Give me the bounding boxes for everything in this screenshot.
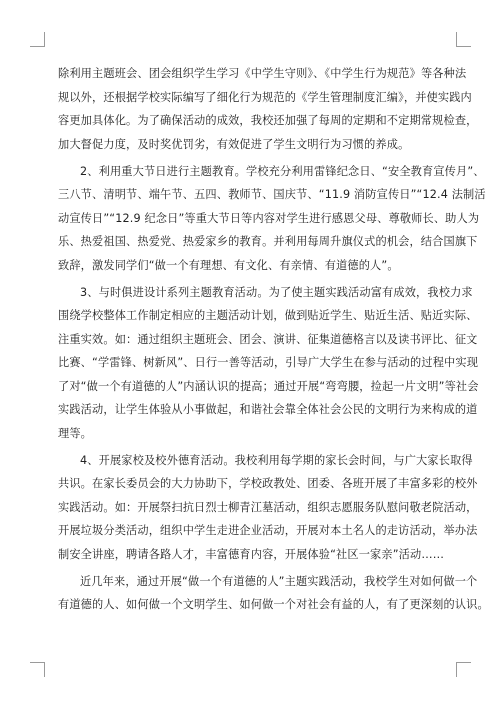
paragraph-holiday-education bbox=[58, 164, 486, 274]
text-line: 制安全讲座，聘请各路人才，丰富德育内容，开展体验“社区一家亲”活动…… bbox=[58, 547, 445, 561]
text-line: 实践活动。如：开展祭扫抗日烈士柳青江墓活动，组织志愿服务队慰问敬老院活动， bbox=[58, 500, 478, 514]
text-line: 理等。 bbox=[58, 426, 93, 440]
text-line: 共识。在家长委员会的大力协助下，学校政教处、团委、各班开展了丰富多彩的校外 bbox=[58, 477, 478, 490]
text-line: 开展垃圾分类活动，组织中学生走进企业活动，开展对本土名人的走访活动，举办法 bbox=[58, 524, 478, 537]
text-line: 了对“做一个有道德的人”内涵认识的提高；通过开展“弯弯腰，捡起一片文明”等社会 bbox=[58, 379, 479, 393]
text-line: 注重实效。如：通过组织主题班会、团会、演讲、征集道德格言以及读书评比、征文 bbox=[58, 332, 478, 346]
text-line: 比赛、“学雷锋、树新风”、日行一善等活动，引导广大学生在参与活动的过程中实现 bbox=[58, 356, 479, 369]
text-line: 2、利用重大节日进行主题教育。学校充分利用雷锋纪念日、“安全教育宣传月”、 bbox=[80, 164, 485, 178]
crop-mark-top-right bbox=[456, 32, 471, 47]
text-line: 规以外，还根据学校实际编写了细化行为规范的《学生管理制度汇编》，并使实践内 bbox=[58, 90, 472, 104]
text-line: 4、开展家校及校外德育活动。我校利用每学期的家长会时间，与广大家长取得 bbox=[80, 453, 473, 467]
paragraph-themed-activities bbox=[58, 285, 479, 442]
text-line: 致辞，激发同学们“做一个有理想、有文化、有亲情、有道德的人”。 bbox=[58, 258, 399, 272]
paragraph-home-school-activities bbox=[58, 453, 478, 563]
crop-mark-bottom-left bbox=[30, 662, 45, 677]
text-line: 三八节、清明节、端午节、五四、教师节、国庆节、“11.9 消防宣传日”“12.4 法制活 bbox=[58, 188, 486, 201]
text-line: 除利用主题班会、团会组织学生学习《中学生守则》、《中学生行为规范》等各种法 bbox=[58, 67, 467, 80]
text-line: 围绕学校整体工作制定相应的主题活动计划，做到贴近学生、贴近生活、贴近实际、 bbox=[58, 309, 478, 322]
text-line: 动宣传日”“12.9 纪念日”等重大节日等内容对学生进行感恩父母、尊敬师长、助人为 bbox=[58, 211, 480, 225]
text-line: 有道德的人、如何做一个文明学生、如何做一个对社会有益的人，有了更深刻的认识。 bbox=[58, 598, 489, 611]
crop-mark-bottom-right bbox=[456, 662, 471, 677]
paragraph-conclusion bbox=[58, 574, 489, 614]
document-body bbox=[58, 66, 489, 621]
text-line: 容更加具体化。为了确保活动的成效，我校还加强了每周的定期和不定期常规检查， bbox=[58, 114, 478, 127]
text-line: 加大督促力度，及时奖优罚劣，有效促进了学生文明行为习惯的养成。 bbox=[58, 137, 410, 151]
text-line: 3、与时俱进设计系列主题教育活动。为了使主题实践活动富有成效，我校力求 bbox=[80, 285, 473, 299]
text-line: 近几年来，通过开展“做一个有道德的人”主题实践活动，我校学生对如何做一个 bbox=[80, 574, 478, 588]
text-line: 乐、热爱祖国、热爱党、热爱家乡的教育。并利用每周升旗仪式的机会，结合国旗下 bbox=[58, 235, 478, 248]
paragraph-behavior-norms bbox=[58, 66, 478, 153]
text-line: 实践活动，让学生体验从小事做起，和谐社会靠全体社会公民的文明行为来构成的道 bbox=[58, 403, 478, 416]
crop-mark-top-left bbox=[30, 32, 45, 47]
